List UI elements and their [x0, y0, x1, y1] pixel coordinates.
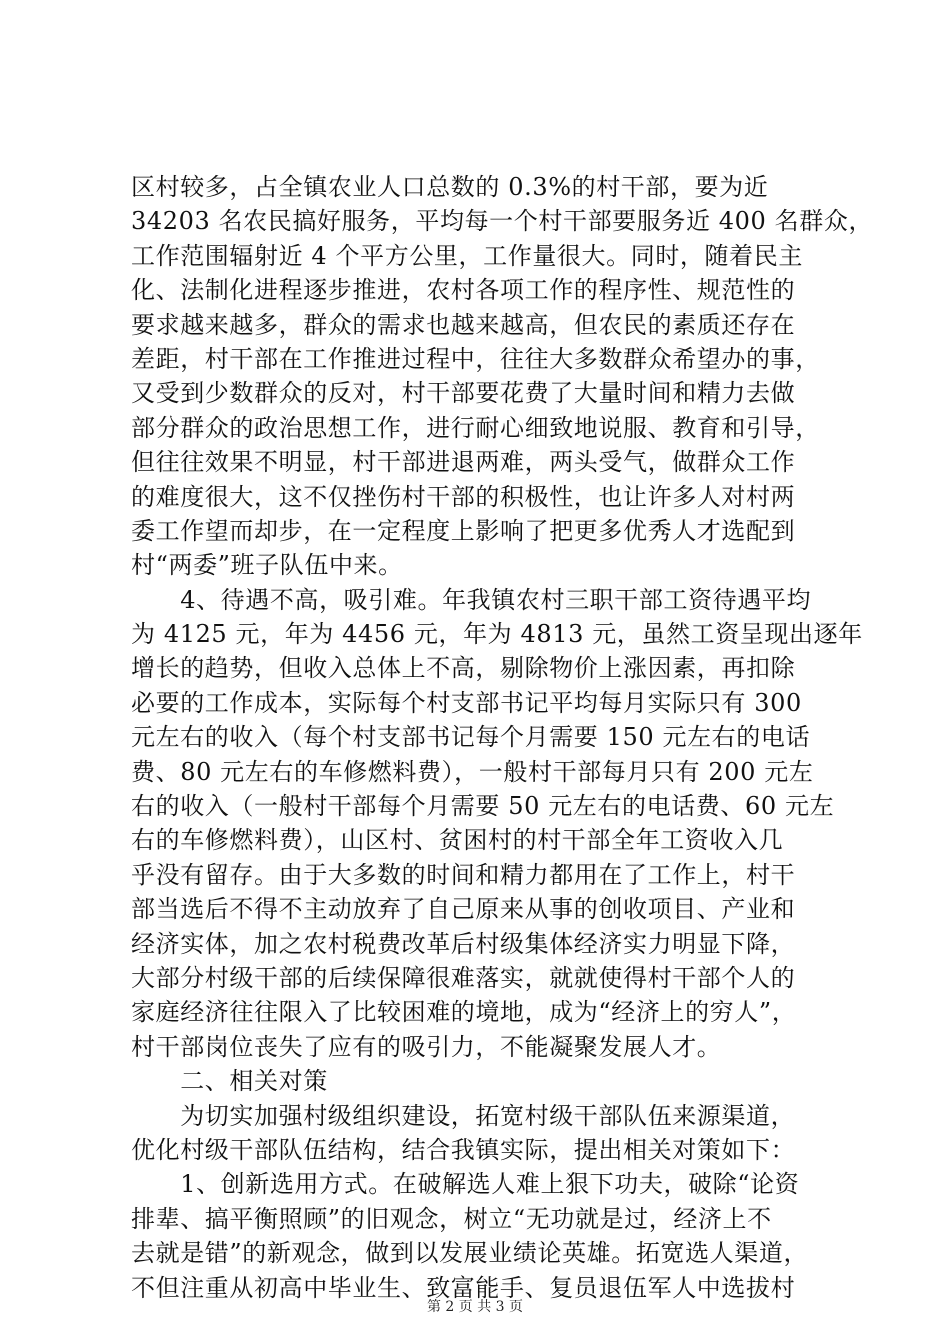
text-line: 乎没有留存。由于大多数的时间和精力都用在了工作上，村干 [131, 860, 796, 889]
text-line: 费、80 元左右的车修燃料费），一般村干部每月只有 200 元左 [131, 757, 814, 786]
text-line: 的难度很大，这不仅挫伤村干部的积极性，也让许多人对村两 [131, 482, 796, 511]
text-line: 不但注重从初高中毕业生、致富能手、复员退伍军人中选拔村 [131, 1273, 796, 1302]
text-line: 部分群众的政治思想工作，进行耐心细致地说服、教育和引导， [131, 413, 820, 442]
text-line: 增长的趋势，但收入总体上不高，剔除物价上涨因素，再扣除 [131, 654, 796, 683]
text-line: 排辈、搞平衡照顾”的旧观念，树立“无功就是过，经济上不 [131, 1204, 772, 1233]
text-line: 必要的工作成本，实际每个村支部书记平均每月实际只有 300 [131, 688, 802, 717]
text-line: 经济实体，加之农村税费改革后村级集体经济实力明显下降， [131, 929, 796, 958]
text-line: 但往往效果不明显，村干部进退两难，两头受气，做群众工作 [131, 448, 796, 477]
text-line: 为切实加强村级组织建设，拓宽村级干部队伍来源渠道， [131, 1101, 796, 1130]
text-line: 家庭经济往往限入了比较困难的境地，成为“经济上的穷人”， [131, 998, 797, 1027]
text-line: 差距，村干部在工作推进过程中，往往大多数群众希望办的事， [131, 344, 820, 373]
text-line: 大部分村级干部的后续保障很难落实，就就使得村干部个人的 [131, 963, 796, 992]
text-line: 部当选后不得不主动放弃了自己原来从事的创收项目、产业和 [131, 895, 796, 924]
text-line: 优化村级干部队伍结构，结合我镇实际，提出相关对策如下： [131, 1135, 796, 1164]
section-heading: 二、相关对策 [131, 1067, 328, 1096]
text-line: 34203 名农民搞好服务，平均每一个村干部要服务近 400 名群众， [131, 207, 874, 236]
text-line: 委工作望而却步，在一定程度上影响了把更多优秀人才选配到 [131, 516, 796, 545]
text-line: 1、创新选用方式。在破解选人难上狠下功夫，破除“论资 [131, 1170, 800, 1199]
text-line: 右的车修燃料费），山区村、贫困村的村干部全年工资收入几 [131, 826, 784, 855]
text-line: 4、待遇不高，吸引难。年我镇农村三职干部工资待遇平均 [131, 585, 812, 614]
document-body [131, 170, 874, 1305]
text-line: 去就是错”的新观念，做到以发展业绩论英雄。拓宽选人渠道， [131, 1239, 809, 1268]
page-number-footer: 第 2 页 共 3 页 [426, 1299, 524, 1315]
text-line: 区村较多，占全镇农业人口总数的 0.3%的村干部，要为近 [131, 173, 769, 201]
text-line: 要求越来越多，群众的需求也越来越高，但农民的素质还存在 [131, 310, 796, 339]
text-line: 为 4125 元，年为 4456 元，年为 4813 元，虽然工资呈现出逐年 [131, 620, 863, 649]
text-line: 化、法制化进程逐步推进，农村各项工作的程序性、规范性的 [131, 276, 796, 305]
text-line: 村“两委”班子队伍中来。 [131, 551, 403, 580]
text-line: 右的收入（一般村干部每个月需要 50 元左右的电话费、60 元左 [131, 792, 835, 821]
text-line: 元左右的收入（每个村支部书记每个月需要 150 元左右的电话 [131, 723, 811, 752]
text-line: 又受到少数群众的反对，村干部要花费了大量时间和精力去做 [131, 379, 796, 408]
text-line: 村干部岗位丧失了应有的吸引力，不能凝聚发展人才。 [131, 1032, 722, 1061]
text-line: 工作范围辐射近 4 个平方公里，工作量很大。同时，随着民主 [131, 241, 803, 270]
